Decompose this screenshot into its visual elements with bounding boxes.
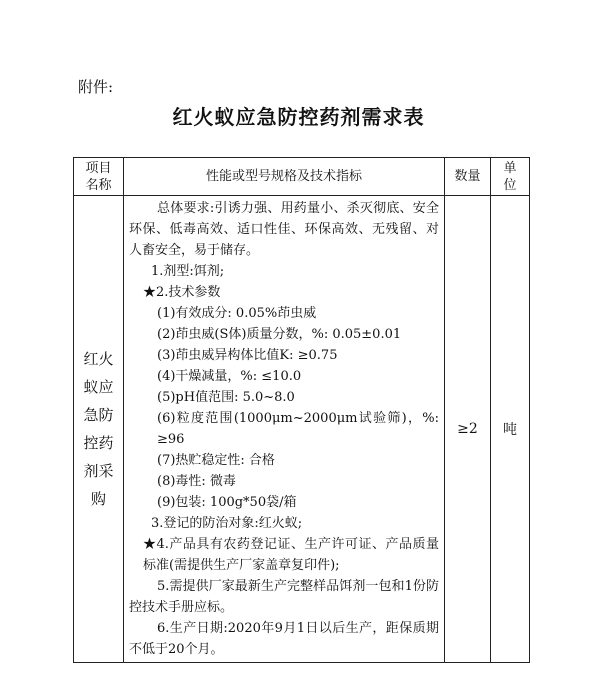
unit-cell: 吨: [491, 196, 530, 663]
spec-param: (7)热贮稳定性: 合格: [157, 453, 275, 468]
attachment-label: 附件:: [78, 78, 114, 96]
spec-item-6: 6.生产日期:2020年9月1日以后生产，距保质期不低于20个月。: [129, 621, 439, 657]
spec-general: 总体要求:引诱力强、用药量小、杀灭彻底、安全环保、低毒高效、适口性佳、环保高效、无残留、对人畜安全，易于储存。: [129, 201, 439, 258]
item-name-cell: [74, 196, 124, 663]
table-row: [74, 196, 530, 663]
spec-item-4: ★4.产品具有农药登记证、生产许可证、产品质量标准(需提供生产厂家盖章复印件);: [143, 537, 439, 573]
spec-param: (5)pH值范围: 5.0~8.0: [157, 390, 295, 405]
spec-item-5: 5.需提供厂家最新生产完整样品饵剂一包和1份防控技术手册应标。: [129, 579, 439, 615]
spec-param: (9)包装: 100g*50袋/箱: [157, 495, 297, 510]
spec-item-2: ★2.技术参数: [143, 285, 221, 300]
quantity-cell: ≥2: [445, 196, 491, 663]
column-header-name: 项目名称: [74, 158, 124, 196]
requirements-table: [73, 157, 530, 663]
table-header-row: [74, 158, 530, 196]
document-title: 红火蚁应急防控药剂需求表: [172, 105, 425, 129]
spec-item-1: 1.剂型:饵剂;: [151, 264, 225, 279]
column-header-qty: 数量: [445, 158, 491, 196]
spec-param: (8)毒性: 微毒: [157, 474, 236, 489]
spec-param: (6)粒度范围(1000μm~2000μm试验筛)，%: ≥96: [157, 411, 439, 447]
spec-param: (1)有效成分: 0.05%茚虫威: [157, 306, 317, 321]
item-name: 红火蚁应急防控药剂采购: [83, 350, 114, 508]
spec-item-3: 3.登记的防治对象:红火蚁;: [151, 516, 303, 531]
column-header-unit: 单位: [491, 158, 530, 196]
spec-param: (3)茚虫威异构体比值K: ≥0.75: [157, 348, 338, 363]
spec-param: (2)茚虫威(S体)质量分数，%: 0.05±0.01: [157, 327, 402, 342]
spec-param: (4)干燥减量，%: ≤10.0: [157, 369, 302, 384]
spec-cell: [124, 196, 445, 663]
column-header-spec: 性能或型号规格及技术指标: [124, 158, 445, 196]
